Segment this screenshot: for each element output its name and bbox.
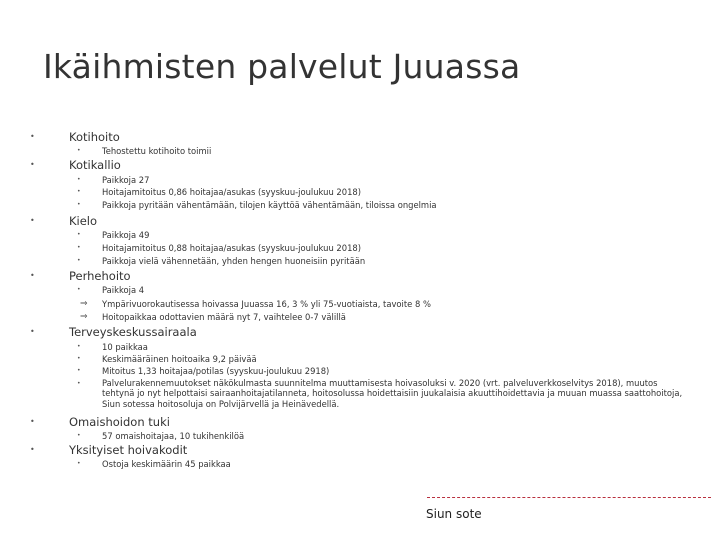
bullet-icon: • [30, 327, 35, 336]
section-heading: Perhehoito [69, 269, 131, 283]
list-item-text: Palvelurakennemuutokset näkökulmasta suunnitelma muuttamisesta hoivasoluksi v. 2020 (vrt. palveluverkkoselvitys 2018), muutos tehtynä jo nyt helpottaisi sairaanhoitajatilanneta, hoitosolussa hoidettaisiin juukalaisia akuuttihoidettavia ja muuan muassa saattohoitoja, Siun sotessa hoitosoluja on Polvijärvellä ja Heinävedellä. [102, 378, 683, 409]
list-item-text: Hoitajamitoitus 0,88 hoitajaa/asukas (syyskuu-joulukuu 2018) [102, 243, 362, 253]
list-item-text: Paikkoja vielä vähennetään, yhden hengen huoneisiin pyritään [102, 256, 366, 266]
list-item-text: Paikkoja pyritään vähentämään, tilojen käyttöä vähentämään, tiloissa ongelmia [102, 200, 437, 210]
bullet-icon: • [77, 176, 81, 183]
bullet-icon: • [77, 432, 81, 439]
list-item-text: Hoitajamitoitus 0,86 hoitajaa/asukas (syyskuu-joulukuu 2018) [102, 187, 362, 197]
bullet-icon: • [30, 445, 35, 454]
list-item-text: 57 omaishoitajaa, 10 tukihenkilöä [102, 431, 245, 441]
bullet-icon: • [30, 132, 35, 141]
arrow-right-icon: ⇒ [80, 312, 88, 322]
list-item-text: Mitoitus 1,33 hoitajaa/potilas (syyskuu-joulukuu 2918) [102, 366, 330, 376]
list-item-text: Keskimääräinen hoitoaika 9,2 päivää [102, 354, 257, 364]
section-heading: Terveyskeskussairaala [69, 325, 197, 339]
footer-divider [427, 497, 711, 498]
bullet-icon: • [77, 257, 81, 264]
bullet-icon: • [30, 160, 35, 169]
bullet-icon: • [77, 231, 81, 238]
bullet-icon: • [30, 417, 35, 426]
section-heading: Kotikallio [69, 158, 121, 172]
list-item-text: Paikkoja 27 [102, 175, 150, 185]
list-item-text: Tehostettu kotihoito toimii [102, 146, 212, 156]
brand-logo-text: Siun sote [426, 507, 482, 521]
section-heading: Omaishoidon tuki [69, 415, 170, 429]
bullet-icon: • [77, 201, 81, 208]
section-heading: Kielo [69, 214, 98, 228]
slide-title: Ikäihmisten palvelut Juuassa [43, 47, 521, 86]
list-item-text: Hoitopaikkaa odottavien määrä nyt 7, vaihtelee 0-7 välillä [102, 312, 346, 322]
bullet-icon: • [77, 244, 81, 251]
list-item-text: Ympärivuorokautisessa hoivassa Juuassa 16, 3 % yli 75-vuotiaista, tavoite 8 % [102, 299, 431, 309]
bullet-icon: • [30, 271, 35, 280]
bullet-icon: • [77, 380, 81, 387]
list-item-text: Ostoja keskimäärin 45 paikkaa [102, 459, 231, 469]
bullet-icon: • [77, 343, 81, 350]
bullet-icon: • [77, 355, 81, 362]
arrow-right-icon: ⇒ [80, 299, 88, 309]
bullet-icon: • [77, 286, 81, 293]
bullet-icon: • [77, 147, 81, 154]
bullet-icon: • [77, 460, 81, 467]
list-item-text: Paikkoja 49 [102, 230, 150, 240]
bullet-icon: • [77, 367, 81, 374]
section-heading: Kotihoito [69, 130, 120, 144]
bullet-icon: • [30, 216, 35, 225]
bullet-icon: • [77, 188, 81, 195]
list-item-text: 10 paikkaa [102, 342, 148, 352]
section-heading: Yksityiset hoivakodit [69, 443, 188, 457]
list-item-text: Paikkoja 4 [102, 285, 145, 295]
